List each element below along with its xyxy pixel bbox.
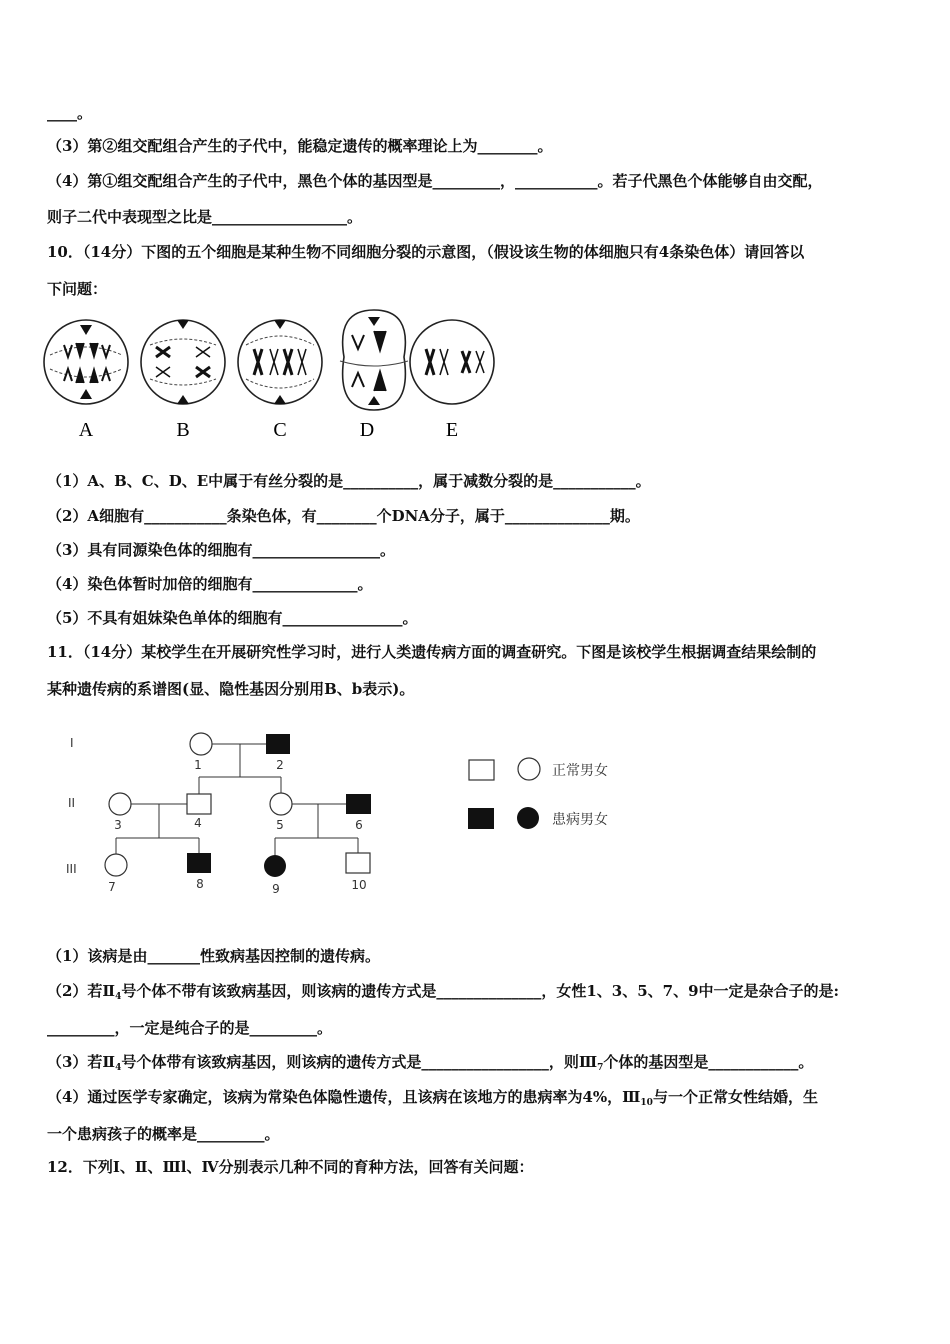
individual-5 [270,793,292,815]
svg-text:7: 7 [108,880,116,894]
legend-normal-female [518,758,540,780]
q9-continuation: ____。 [47,104,93,122]
q10-part1: （1）A、B、C、D、E中属于有丝分裂的是__________，属于减数分裂的是___________。 [47,472,651,490]
cell-e [410,320,494,404]
legend-affected-label: 患病男女 [552,812,608,828]
q11-stem-line1: 11．（14分）某校学生在开展研究性学习时，进行人类遗传病方面的调查研究。下图是该校学生根据调查结果绘制的 [47,643,817,661]
q11-part3: （3）若$Ⅱ_4$号个体带有该致病基因，则该病的遗传方式是_________________，则$Ⅲ_7$个体的基因型是____________。 [47,1053,814,1073]
cell-label-a: A [78,419,94,441]
individual-3 [109,793,131,815]
generation-label-3: III [66,862,77,876]
cell-division-figure [40,305,510,450]
svg-text:1: 1 [194,758,202,772]
generation-label-2: II [68,796,76,810]
svg-text:10: 10 [351,878,367,892]
q10-stem-line2: 下问题： [47,280,108,298]
legend-affected-male [468,808,494,829]
individual-7 [105,854,127,876]
q10-stem-line1: 10．（14分）下图的五个细胞是某种生物不同细胞分裂的示意图，（假设该生物的体细胞只有4条染色体）请回答以 [47,243,805,261]
svg-text:6: 6 [355,818,363,832]
individual-9 [264,855,286,877]
q10-part2: （2）A细胞有___________条染色体，有________个DNA分子，属于______________期。 [47,507,640,525]
q11-part1: （1）该病是由_______性致病基因控制的遗传病。 [47,947,380,965]
q11-part4-line1: （4）通过医学专家确定，该病为常染色体隐性遗传，且该病在该地方的患病率为4%，$Ⅲ_{10}$与一个正常女性结婚，生 [47,1088,818,1108]
cell-c [238,320,322,404]
q9-part3: （3）第②组交配组合产生的子代中，能稳定遗传的概率理论上为________。 [47,137,553,155]
svg-text:3: 3 [114,818,122,832]
q10-part4: （4）染色体暂时加倍的细胞有______________。 [47,575,373,593]
individual-10 [346,853,370,873]
svg-text:9: 9 [272,882,280,896]
individual-2 [266,734,290,754]
pedigree-chart [60,725,640,900]
individual-8 [187,853,211,873]
cell-d [340,310,408,410]
svg-text:5: 5 [276,818,284,832]
q12-stem: 12．下列Ⅰ、Ⅱ、Ⅲl、Ⅳ分别表示几种不同的育种方法，回答有关问题： [47,1158,534,1176]
cell-label-b: B [176,419,190,441]
cell-label-d: D [359,419,375,441]
q11-part4-line2: 一个患病孩子的概率是_________。 [47,1125,280,1143]
q10-part5: （5）不具有姐妹染色单体的细胞有________________。 [47,609,418,627]
q11-part2-line1: （2）若$Ⅱ_4$号个体不带有该致病基因，则该病的遗传方式是______________，女性1、3、5、7、9中一定是杂合子的是: [47,982,840,1002]
q11-part2-line2: _________，一定是纯合子的是_________。 [47,1019,333,1037]
legend-normal-label: 正常男女 [552,763,608,779]
legend-normal-male [469,760,494,780]
svg-text:4: 4 [194,816,202,830]
svg-text:8: 8 [196,877,204,891]
cell-a [44,320,128,404]
cell-label-e: E [445,419,459,441]
legend-affected-female [517,807,539,829]
cell-label-c: C [273,419,287,441]
individual-6 [346,794,371,814]
individual-1 [190,733,212,755]
q11-stem-line2: 某种遗传病的系谱图(显、隐性基因分别用B、b表示)。 [47,680,415,698]
q9-part4-line2: 则子二代中表现型之比是__________________。 [47,208,363,226]
svg-text:2: 2 [276,758,284,772]
cell-b [141,320,225,404]
individual-4 [187,794,211,814]
q9-part4-line1: （4）第①组交配组合产生的子代中，黑色个体的基因型是_________，___________。若子代黑色个体能够自由交配， [47,172,823,190]
q10-part3: （3）具有同源染色体的细胞有_________________。 [47,541,395,559]
generation-label-1: I [70,736,74,750]
